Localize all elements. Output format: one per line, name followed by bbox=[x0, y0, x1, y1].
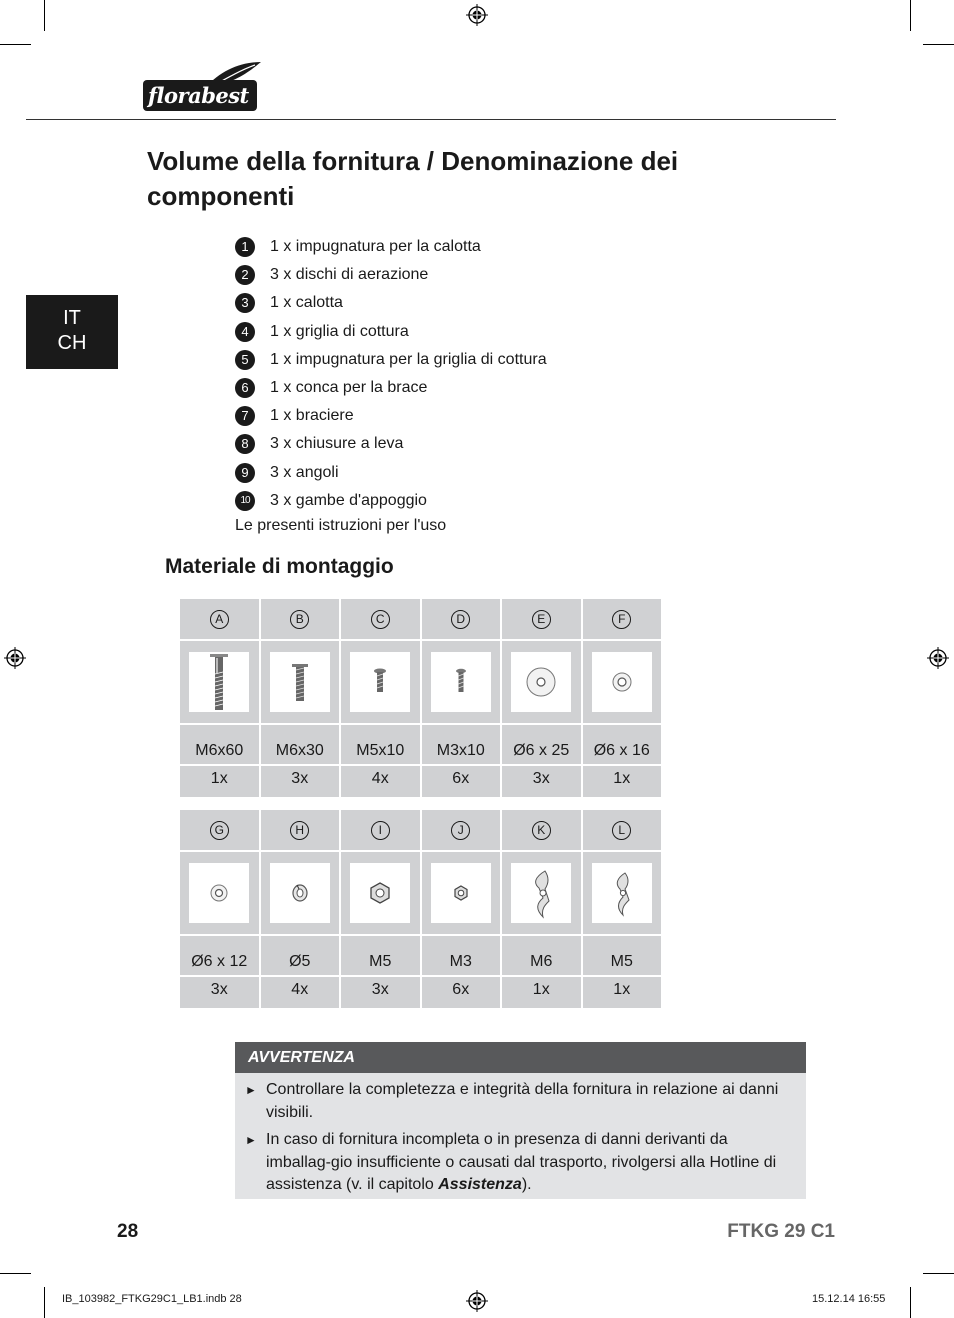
table-cell: 3x bbox=[179, 976, 260, 1009]
part-letter: L bbox=[612, 821, 631, 840]
item-text: 3 x dischi di aerazione bbox=[270, 266, 429, 284]
item-number: 5 bbox=[235, 350, 255, 370]
washer-icon bbox=[189, 863, 249, 923]
table-row bbox=[179, 976, 662, 1009]
print-slug-datetime: 15.12.14 16:55 bbox=[812, 1293, 886, 1305]
table-cell: 6x bbox=[421, 765, 502, 798]
table-cell bbox=[340, 851, 421, 935]
arrow-bullet-icon: ► bbox=[245, 1083, 257, 1097]
language-code: IT bbox=[63, 307, 81, 329]
item-number: 10 bbox=[235, 491, 255, 511]
table-cell bbox=[501, 640, 582, 724]
warning-list bbox=[235, 1073, 806, 1197]
list-item bbox=[235, 374, 735, 402]
part-letter: F bbox=[612, 610, 631, 629]
table-row bbox=[179, 851, 662, 935]
item-number: 6 bbox=[235, 378, 255, 398]
table-row bbox=[179, 640, 662, 724]
item-number: 1 bbox=[235, 237, 255, 257]
part-letter: J bbox=[451, 821, 470, 840]
table-cell bbox=[421, 809, 502, 851]
table-cell: Ø6 x 12 bbox=[179, 935, 260, 976]
table-cell: 6x bbox=[421, 976, 502, 1009]
table-row bbox=[179, 809, 662, 851]
warning-text: In caso di fornitura incompleta o in presenza di danni derivanti da imballag-gio insufficiente o causati dal trasporto, rivolgersi alla Hotline di assistenza (v. il capitolo bbox=[266, 1131, 777, 1193]
bolt-icon bbox=[270, 652, 330, 712]
table-cell: M6 bbox=[501, 935, 582, 976]
item-text: 3 x chiusure a leva bbox=[270, 435, 404, 453]
crop-mark bbox=[44, 1287, 45, 1318]
table-cell bbox=[179, 809, 260, 851]
part-letter: K bbox=[532, 821, 551, 840]
table-cell bbox=[582, 640, 663, 724]
short-screw-icon bbox=[431, 652, 491, 712]
item-number: 2 bbox=[235, 265, 255, 285]
page-title: Volume della fornitura / Denominazione dei componenti bbox=[147, 146, 679, 211]
washer-icon bbox=[592, 652, 652, 712]
part-letter: H bbox=[290, 821, 309, 840]
table-cell: Ø5 bbox=[260, 935, 341, 976]
table-cell: M5 bbox=[582, 935, 663, 976]
list-item bbox=[235, 402, 735, 430]
part-letter: B bbox=[290, 610, 309, 629]
hardware-table-1 bbox=[178, 597, 663, 799]
item-number: 9 bbox=[235, 463, 255, 483]
list-item bbox=[235, 289, 735, 317]
warning-text-end: ). bbox=[521, 1176, 532, 1193]
short-screw-icon bbox=[350, 652, 410, 712]
table-row bbox=[179, 724, 662, 765]
item-text: 1 x griglia di cottura bbox=[270, 322, 409, 340]
table-cell bbox=[582, 598, 663, 640]
item-number: 7 bbox=[235, 406, 255, 426]
table-cell bbox=[421, 851, 502, 935]
table-row bbox=[179, 598, 662, 640]
table-cell: 1x bbox=[582, 976, 663, 1009]
item-text: 1 x braciere bbox=[270, 407, 354, 425]
table-cell: M5 bbox=[340, 935, 421, 976]
part-letter: G bbox=[210, 821, 229, 840]
hex-nut-icon bbox=[431, 863, 491, 923]
part-letter: D bbox=[451, 610, 470, 629]
table-cell: 1x bbox=[501, 976, 582, 1009]
crop-mark bbox=[923, 44, 954, 45]
table-cell: Ø6 x 25 bbox=[501, 724, 582, 765]
item-text: 1 x impugnatura per la griglia di cottura bbox=[270, 350, 547, 368]
table-cell: M5x10 bbox=[340, 724, 421, 765]
registration-mark-icon bbox=[4, 647, 26, 669]
list-item bbox=[235, 261, 735, 289]
wing-nut-icon bbox=[511, 863, 571, 923]
table-cell bbox=[421, 640, 502, 724]
registration-mark-icon bbox=[466, 4, 488, 26]
hardware-table-2 bbox=[178, 808, 663, 1010]
long-bolt-icon bbox=[189, 652, 249, 712]
table-row bbox=[179, 765, 662, 798]
crop-mark bbox=[0, 1273, 31, 1274]
table-cell bbox=[260, 598, 341, 640]
table-cell bbox=[340, 640, 421, 724]
table-cell: 4x bbox=[260, 976, 341, 1009]
page-number: 28 bbox=[117, 1221, 139, 1242]
brand-logo bbox=[143, 60, 258, 112]
chapter-reference: Assistenza bbox=[438, 1176, 522, 1193]
list-item bbox=[235, 318, 735, 346]
table-cell bbox=[340, 598, 421, 640]
hex-nut-icon bbox=[350, 863, 410, 923]
language-tab bbox=[26, 295, 118, 369]
table-cell: M6x30 bbox=[260, 724, 341, 765]
list-item bbox=[235, 430, 735, 458]
table-cell bbox=[582, 851, 663, 935]
table-cell bbox=[260, 851, 341, 935]
table-cell: 3x bbox=[260, 765, 341, 798]
table-cell: M6x60 bbox=[179, 724, 260, 765]
list-item bbox=[243, 1079, 788, 1124]
part-letter: E bbox=[532, 610, 551, 629]
crop-mark bbox=[923, 1273, 954, 1274]
section-title: Materiale di montaggio bbox=[165, 555, 394, 578]
table-cell bbox=[340, 809, 421, 851]
part-letter: I bbox=[371, 821, 390, 840]
table-cell: 3x bbox=[340, 976, 421, 1009]
logo-text: florabest bbox=[143, 80, 257, 111]
list-item bbox=[235, 233, 735, 261]
warning-text: Controllare la completezza e integrità della fornitura in relazione ai danni visibili. bbox=[266, 1081, 779, 1121]
table-cell: Ø6 x 16 bbox=[582, 724, 663, 765]
print-slug-file: IB_103982_FTKG29C1_LB1.indb 28 bbox=[62, 1293, 242, 1305]
spring-washer-icon bbox=[270, 863, 330, 923]
table-cell: 4x bbox=[340, 765, 421, 798]
table-cell bbox=[421, 598, 502, 640]
table-cell bbox=[501, 598, 582, 640]
item-text: 3 x angoli bbox=[270, 463, 339, 481]
registration-mark-icon bbox=[466, 1290, 488, 1312]
table-cell bbox=[260, 640, 341, 724]
table-cell: 1x bbox=[582, 765, 663, 798]
table-row bbox=[179, 935, 662, 976]
item-number: 3 bbox=[235, 293, 255, 313]
registration-mark-icon bbox=[927, 647, 949, 669]
list-item bbox=[235, 459, 735, 487]
item-number: 4 bbox=[235, 322, 255, 342]
table-cell: 3x bbox=[501, 765, 582, 798]
warning-heading: AVVERTENZA bbox=[235, 1042, 806, 1073]
arrow-bullet-icon: ► bbox=[245, 1133, 257, 1147]
item-number: 8 bbox=[235, 434, 255, 454]
crop-mark bbox=[0, 44, 31, 45]
table-cell bbox=[179, 640, 260, 724]
instructions-note: Le presenti istruzioni per l'uso bbox=[235, 517, 447, 534]
table-cell bbox=[179, 598, 260, 640]
table-cell bbox=[582, 809, 663, 851]
warning-box bbox=[235, 1042, 806, 1199]
model-number: FTKG 29 C1 bbox=[727, 1221, 835, 1242]
table-cell bbox=[501, 809, 582, 851]
part-letter: C bbox=[371, 610, 390, 629]
item-text: 1 x calotta bbox=[270, 294, 343, 312]
item-text: 1 x impugnatura per la calotta bbox=[270, 238, 481, 256]
table-cell: M3x10 bbox=[421, 724, 502, 765]
list-item bbox=[235, 487, 735, 515]
table-cell: M3 bbox=[421, 935, 502, 976]
table-cell bbox=[179, 851, 260, 935]
table-cell bbox=[501, 851, 582, 935]
item-text: 3 x gambe d'appoggio bbox=[270, 491, 427, 509]
wing-nut-icon bbox=[592, 863, 652, 923]
item-text: 1 x conca per la brace bbox=[270, 379, 428, 397]
header-rule bbox=[26, 119, 836, 120]
list-item bbox=[235, 346, 735, 374]
crop-mark bbox=[910, 1287, 911, 1318]
list-item bbox=[243, 1129, 788, 1197]
washer-icon bbox=[511, 652, 571, 712]
table-cell bbox=[260, 809, 341, 851]
table-cell: 1x bbox=[179, 765, 260, 798]
crop-mark bbox=[910, 0, 911, 31]
part-letter: A bbox=[210, 610, 229, 629]
country-code: CH bbox=[57, 332, 87, 354]
crop-mark bbox=[44, 0, 45, 31]
parts-list bbox=[235, 233, 735, 515]
